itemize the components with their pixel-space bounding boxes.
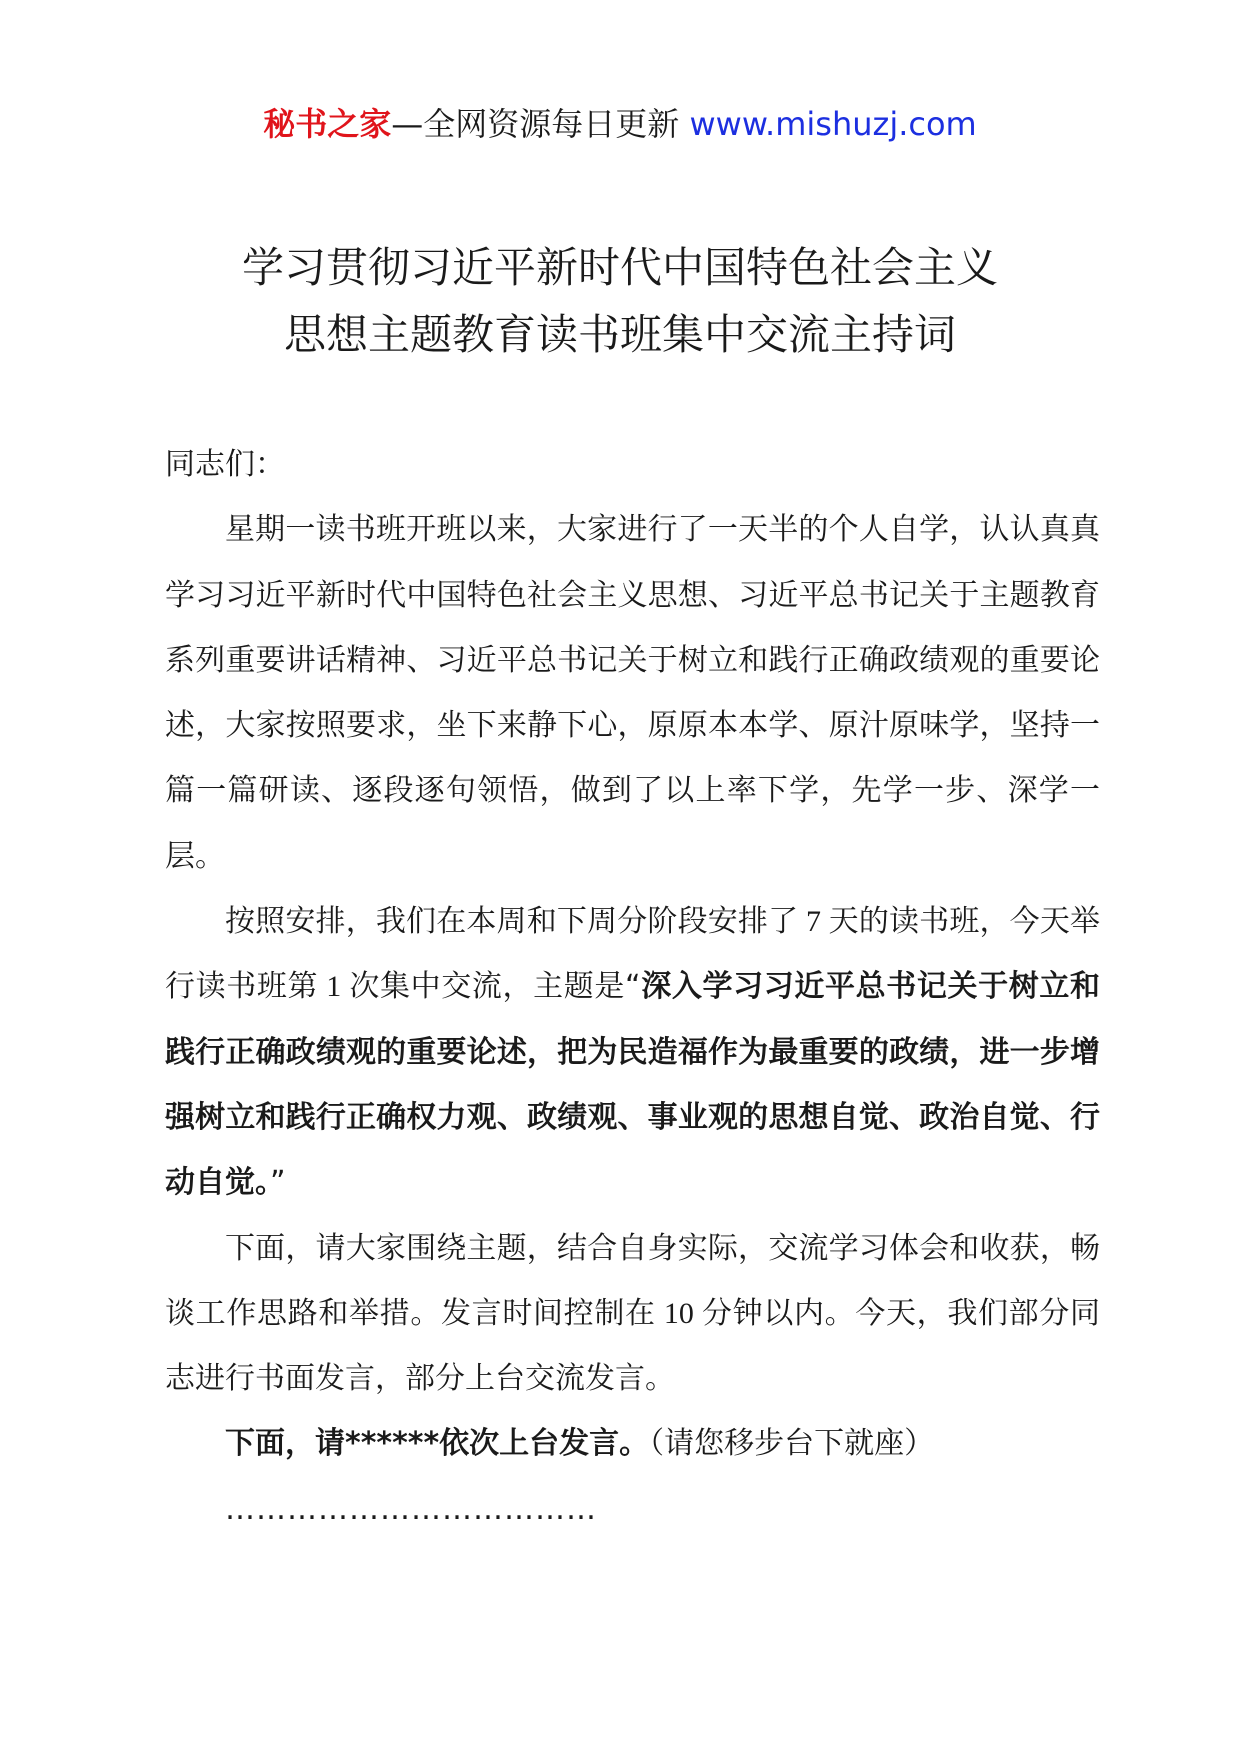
p2-text-b: 天的读书班，今天举行读书班第 (165, 904, 1101, 1005)
ellipsis-line: ……………………………… (225, 1491, 597, 1527)
p3-text-a: 下面，请大家围绕主题，结合自身实际，交流学习体会和收获，畅谈工作思路和举措。发言时间控制在 (165, 1230, 1100, 1331)
site-header (0, 100, 1240, 148)
paragraph-1: 星期一读书班开班以来，大家进行了一天半的个人自学，认认真真学习习近平新时代中国特色社会主义思想、习近平总书记关于主题教育系列重要讲话精神、习近平总书记关于树立和践行正确政绩观的重要论述，大家按照要求，坐下来静下心，原原本本学、原汁原味学，坚持一篇一篇研读、逐段逐句领悟，做到了以上率下学，先学一步、深学一层。 (165, 512, 1100, 874)
p2-close-quote: ” (270, 1165, 286, 1201)
site-url[interactable]: www.mishuzj.com (689, 105, 977, 143)
p4-note: （请您移步台下就座） (649, 1426, 935, 1462)
document-body (165, 432, 1100, 1542)
p2-text-c: 次集中交流，主题是“ (349, 969, 641, 1005)
brand-name: 秘书之家 (263, 105, 392, 143)
p2-theme-bold: 深入学习习近平总书记关于树立和践行正确政绩观的重要论述，把为民造福作为最重要的政绩，进一步增强树立和践行正确权力观、政绩观、事业观的思想自觉、政治自觉、行动自觉。 (165, 969, 1101, 1201)
p3-number-minutes: 10 (655, 1296, 703, 1330)
p4-bold: 下面，请******依次上台发言。 (225, 1426, 650, 1462)
paragraph-3 (165, 1216, 1100, 1412)
paragraph-4 (165, 1411, 1100, 1476)
p2-number-days: 7 (798, 905, 829, 939)
title-line-2: 思想主题教育读书班集中交流主持词 (283, 310, 956, 359)
title-line-1: 学习贯彻习近平新时代中国特色社会主义 (241, 243, 998, 292)
header-tagline: —全网资源每日更新 (391, 105, 690, 143)
p2-text-a: 按照安排，我们在本周和下周分阶段安排了 (225, 904, 799, 940)
paragraph-2 (165, 889, 1100, 1215)
salutation: 同志们： (165, 447, 285, 482)
p3-text-b: 分钟以内。今天，我们部分同志进行书面发言，部分上台交流发言。 (165, 1295, 1101, 1397)
p2-number-session: 1 (318, 970, 350, 1004)
document-title (0, 234, 1240, 368)
